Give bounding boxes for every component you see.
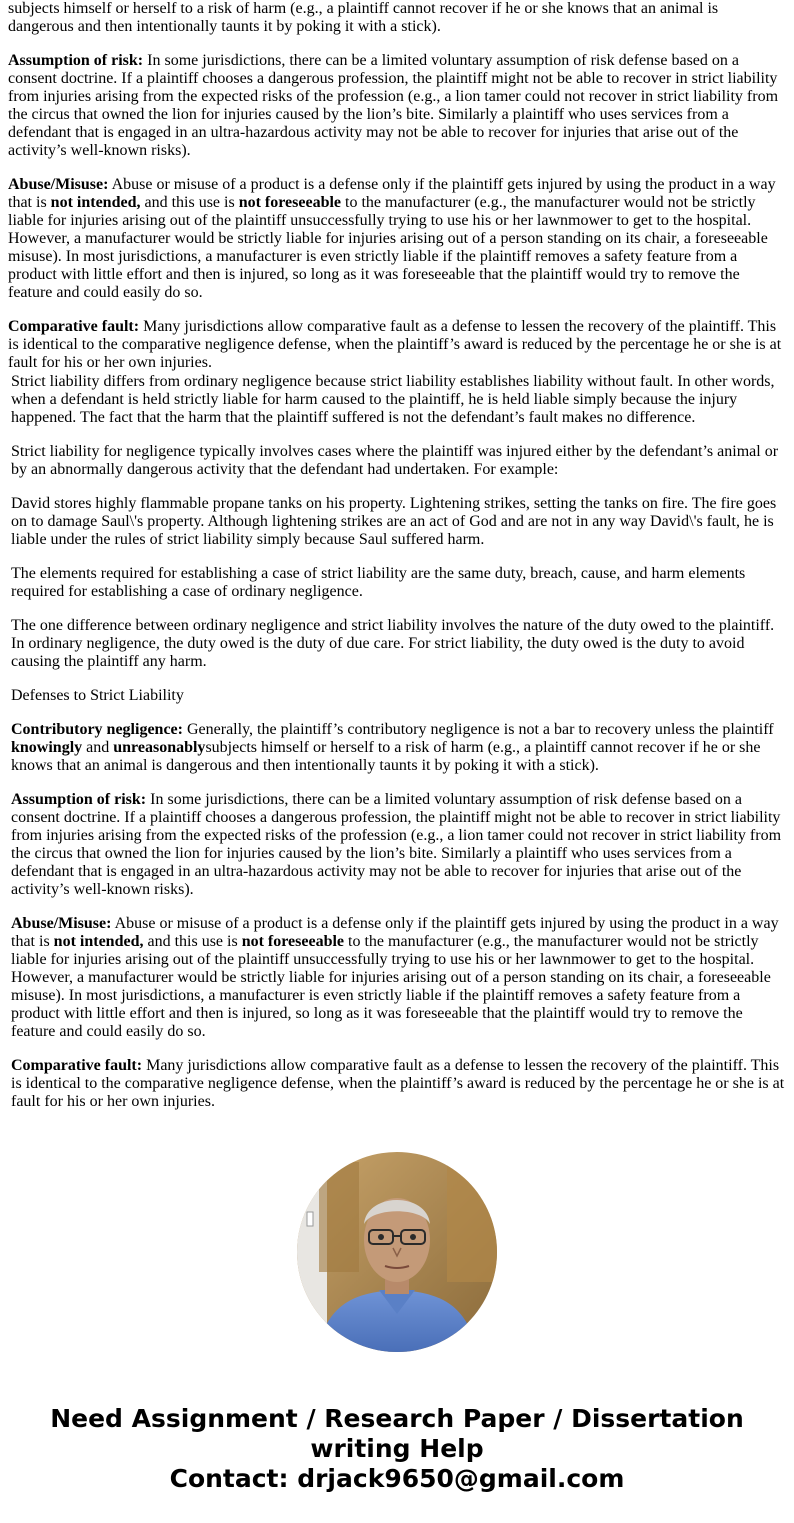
comparative-fault-lead: Comparative fault: (11, 1057, 143, 1074)
abuse-misuse-paragraph: Abuse/Misuse: Abuse or misuse of a product is a defense only if the plaintiff gets injured by using the product in a way that is not intended, and this use is not foreseeable to the manufacturer (e.g., the manufacturer would not be strictly liable for injuries arising out of the plaintiff unsuccessfully trying to use his or her lawnmower to get to the hospital. However, a manufacturer would be strictly liable for injuries arising out of a person standing on its chair, a foreseeable misuse). In most jurisdictions, a manufacturer is even strictly liable if the plaintiff removes a safety feature from a product with little effort and then is injured, so long as it was foreseeable that the plaintiff would try to remove the feature and could easily do so. (8, 176, 776, 301)
contributory-negligence-lead: Contributory negligence: (11, 721, 183, 738)
top-continued-section (8, 0, 786, 388)
example-paragraph: David stores highly flammable propane tanks on his property. Lightening strikes, setting the tanks on fire. The fire goes on to damage Saul\'s property. Although lightening strikes are an act of God and are not in any way David\'s fault, he is liable under the rules of strict liability simply because Saul suffered harm. (11, 495, 777, 548)
assumption-of-risk-paragraph: Assumption of risk: In some jurisdictions, there can be a limited voluntary assumption of risk defense based on a consent doctrine. If a plaintiff chooses a dangerous profession, the plaintiff might not be able to recover in strict liability from injuries arising from the expected risks of the profession (e.g., a lion tamer could not recover in strict liability from the circus that owned the lion for injuries caused by the lion’s bite. Similarly a plaintiff who uses services from a defendant that is engaged in an ultra-hazardous activity may not be able to recover for injuries that arise out of the activity’s well-known risks). (8, 52, 779, 159)
comparative-fault-paragraph: Comparative fault: Many jurisdictions allow comparative fault as a defense to lessen the recovery of the plaintiff. This is identical to the comparative negligence defense, when the plaintiff’s award is reduced by the percentage he or she is at fault for his or her own injuries. (11, 1057, 785, 1110)
assumption-of-risk-paragraph: Assumption of risk: In some jurisdictions, there can be a limited voluntary assumption of risk defense based on a consent doctrine. If a plaintiff chooses a dangerous profession, the plaintiff might not be able to recover in strict liability from injuries arising from the expected risks of the profession (e.g., a lion tamer could not recover in strict liability from the circus that owned the lion for injuries caused by the lion’s bite. Similarly a plaintiff who uses services from a defendant that is engaged in an ultra-hazardous activity may not be able to recover for injuries that arise out of the activity’s well-known risks). (11, 791, 782, 898)
promo-contact: Contact: drjack9650@gmail.com (169, 1464, 625, 1493)
promo-line-2: writing Help (310, 1434, 484, 1463)
promo-line-1: Need Assignment / Research Paper / Dissertation (50, 1404, 744, 1433)
abuse-misuse-paragraph: Abuse/Misuse: Abuse or misuse of a product is a defense only if the plaintiff gets injured by using the product in a way that is not intended, and this use is not foreseeable to the manufacturer (e.g., the manufacturer would not be strictly liable for injuries arising out of the plaintiff unsuccessfully trying to use his or her lawnmower to get to the hospital. However, a manufacturer would be strictly liable for injuries arising out of a person standing on its chair, a foreseeable misuse). In most jurisdictions, a manufacturer is even strictly liable if the plaintiff removes a safety feature from a product with little effort and then is injured, so long as it was foreseeable that the plaintiff would try to remove the feature and could easily do so. (11, 915, 779, 1040)
contributory-negligence-continued: subjects himself or herself to a risk of harm (e.g., a plaintiff cannot recover if he or she knows that an animal is dangerous and then intentionally taunts it by poking it with a stick). (8, 0, 719, 35)
abuse-misuse-lead: Abuse/Misuse: (11, 915, 112, 932)
contributory-negligence-paragraph: Contributory negligence: Generally, the plaintiff’s contributory negligence is not a bar to recovery unless the plaintiff knowingly and unreasonablysubjects himself or herself to a risk of harm (e.g., a plaintiff cannot recover if he or she knows that an animal is dangerous and then intentionally taunts it by poking it with a stick). (11, 721, 774, 774)
author-photo-icon (297, 1152, 497, 1352)
duty-difference-paragraph: The one difference between ordinary negligence and strict liability involves the nature of the duty owed to the plaintiff. In ordinary negligence, the duty owed is the duty of due care. For strict liability, the duty owed is the duty to avoid causing the plaintiff any harm. (11, 617, 775, 670)
author-avatar (297, 1152, 497, 1352)
comparative-fault-paragraph: Comparative fault: Many jurisdictions allow comparative fault as a defense to lessen the recovery of the plaintiff. This is identical to the comparative negligence defense, when the plaintiff’s award is reduced by the percentage he or she is at fault for his or her own injuries. (8, 318, 782, 371)
assumption-of-risk-lead: Assumption of risk: (11, 791, 147, 808)
strict-liability-cases: Strict liability for negligence typically involves cases where the plaintiff was injured either by the defendant’s animal or by an abnormally dangerous activity that the defendant had undertaken. For example: (11, 443, 779, 478)
abuse-misuse-lead: Abuse/Misuse: (8, 176, 109, 193)
assumption-of-risk-lead: Assumption of risk: (8, 52, 144, 69)
defenses-heading: Defenses to Strict Liability (11, 687, 184, 704)
answer-section (11, 373, 786, 1127)
strict-liability-intro: Strict liability differs from ordinary negligence because strict liability establishes liability without fault. In other words, when a defendant is held strictly liable for harm caused to the plaintiff, he is held liable simply because the injury happened. The fact that the harm that the plaintiff suffered is not the defendant’s fault makes no difference. (11, 373, 775, 426)
elements-paragraph: The elements required for establishing a case of strict liability are the same duty, breach, cause, and harm elements required for establishing a case of ordinary negligence. (11, 565, 746, 600)
comparative-fault-lead: Comparative fault: (8, 318, 140, 335)
promo-banner (0, 1404, 794, 1494)
